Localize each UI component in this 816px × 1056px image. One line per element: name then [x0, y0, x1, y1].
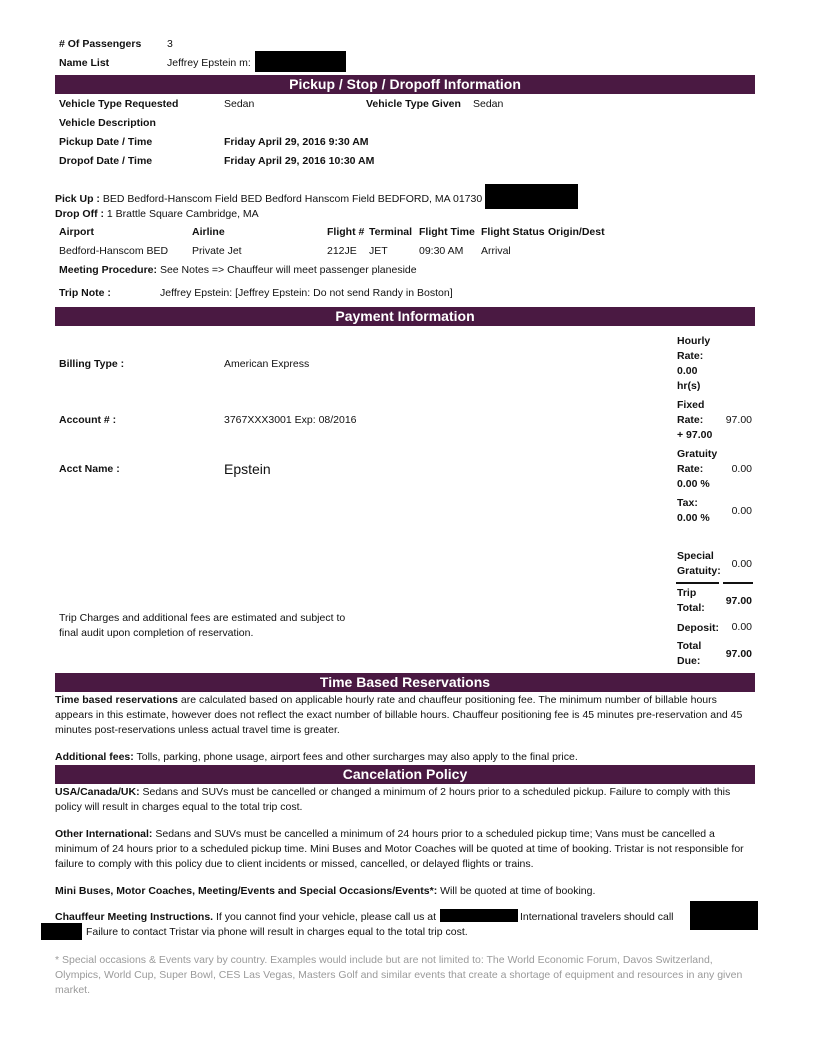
hourly-rate-label: Hourly Rate: 0.00 hr(s) [677, 335, 711, 392]
trip-note-label: Trip Note : [59, 287, 111, 299]
redaction-box [485, 184, 578, 209]
dropoff-address: 1 Brattle Square Cambridge, MA [106, 208, 259, 220]
dropoff-label: Drop Off : [55, 208, 104, 220]
cancelation-section-title: Cancelation Policy [55, 765, 755, 784]
pickup-label: Pick Up : [55, 193, 100, 205]
passengers-label: # Of Passengers [59, 38, 142, 50]
flight-cell-flight-number: 212JE [327, 245, 357, 257]
pickup-address: BED Bedford-Hanscom Field BED Bedford Hanscom Field BEDFORD, MA 01730 [102, 193, 483, 205]
flight-header-origin-dest: Origin/Dest [548, 226, 605, 238]
vehicle-requested-label: Vehicle Type Requested [59, 98, 179, 110]
flight-cell-flight-status: Arrival [481, 245, 511, 257]
trip-total-value: 97.00 [725, 595, 752, 607]
flight-header-airport: Airport [59, 226, 94, 238]
redaction-box [255, 51, 346, 72]
deposit-value: 0.00 [731, 621, 752, 633]
meeting-procedure-label: Meeting Procedure: [59, 264, 158, 276]
flight-header-flight-number: Flight # [327, 226, 365, 238]
tax-value: 0.00 [731, 505, 752, 517]
acct-name-label: Acct Name : [59, 463, 120, 475]
redaction-box [690, 901, 758, 930]
vehicle-given-label: Vehicle Type Given [366, 98, 461, 110]
vehicle-requested-value: Sedan [224, 98, 255, 110]
account-number-value: 3767XXX3001 Exp: 08/2016 [224, 414, 357, 426]
usa-policy-paragraph: USA/Canada/UK: Sedans and SUVs must be cancelled or changed a minimum of 2 hours prior to a scheduled pickup. Failure to comply with this policy will result in charges equal to the total trip cost. [55, 786, 731, 813]
flight-header-flight-time: Flight Time [419, 226, 475, 238]
total-due-value: 97.00 [725, 648, 752, 660]
meeting-procedure-value: See Notes => Chauffeur will meet passenger planeside [159, 264, 417, 276]
deposit-label: Deposit: [677, 622, 719, 634]
additional-fees-paragraph: Additional fees: Tolls, parking, phone usage, airport fees and other surcharges may also apply to the final price. [55, 751, 578, 763]
gratuity-rate-value: 0.00 [731, 463, 752, 475]
pickup-address-line [55, 193, 482, 205]
flight-header-flight-status: Flight Status [481, 226, 545, 238]
total-rule-left [676, 582, 719, 584]
flight-cell-terminal: JET [369, 245, 388, 257]
time-based-paragraph: Time based reservations are calculated based on applicable hourly rate and chauffeur positioning fee. The minimum number of billable hours appears in this estimate, however does not reflect the exact number of billable hours. Chauffeur positioning fee is 45 minutes pre-reservation and 45 minutes post-reservations unless actual travel time is greater. [55, 694, 743, 736]
chauffeur-instructions-line-1: Chauffeur Meeting Instructions. If you cannot find your vehicle, please call us at [55, 911, 437, 923]
flight-header-terminal: Terminal [369, 226, 412, 238]
mini-buses-paragraph: Mini Buses, Motor Coaches, Meeting/Events and Special Occasions/Events*: Will be quoted at time of booking. [55, 885, 596, 897]
meeting-procedure-line [59, 264, 417, 276]
special-occasions-footnote: * Special occasions & Events vary by country. Examples would include but are not limited to: The World Economic Forum, Davos Switzerland, Olympics, World Cup, Super Bowl, CES Las Vegas, Masters Golf and similar events that create a shortage of equipment and resources in any given market. [55, 954, 743, 996]
passengers-value: 3 [167, 38, 173, 50]
estimate-note-line-2: final audit upon completion of reservation. [59, 627, 254, 639]
redaction-box [440, 909, 518, 922]
trip-note-value: Jeffrey Epstein: [Jeffrey Epstein: Do not send Randy in Boston] [160, 287, 453, 299]
chauffeur-instructions-international: International travelers should call [520, 911, 674, 923]
flight-cell-airline: Private Jet [192, 245, 242, 257]
acct-name-value: Epstein [224, 461, 271, 477]
gratuity-rate-label: Gratuity Rate: 0.00 % [677, 448, 718, 490]
flight-cell-flight-time: 09:30 AM [419, 245, 464, 257]
flight-cell-airport: Bedford-Hanscom BED [59, 245, 169, 257]
fixed-rate-value: 97.00 [725, 414, 752, 426]
pickup-datetime-value: Friday April 29, 2016 9:30 AM [224, 136, 369, 148]
namelist-value: Jeffrey Epstein m: [167, 57, 251, 69]
dropoff-address-line [55, 208, 259, 220]
billing-type-value: American Express [224, 358, 310, 370]
total-rule-right [723, 582, 753, 584]
trip-total-label: Trip Total: [677, 587, 705, 614]
time-based-section-title: Time Based Reservations [55, 673, 755, 692]
dropoff-datetime-label: Dropof Date / Time [59, 155, 153, 167]
billing-type-label: Billing Type : [59, 358, 125, 370]
pickup-section-title: Pickup / Stop / Dropoff Information [55, 75, 755, 94]
dropoff-datetime-value: Friday April 29, 2016 10:30 AM [224, 155, 375, 167]
pickup-datetime-label: Pickup Date / Time [59, 136, 153, 148]
vehicle-description-label: Vehicle Description [59, 117, 156, 129]
estimate-note-line-1: Trip Charges and additional fees are estimated and subject to [59, 612, 346, 624]
redaction-box [41, 923, 82, 940]
total-due-label: Total Due: [677, 640, 702, 667]
payment-section-title: Payment Information [55, 307, 755, 326]
tax-label: Tax: 0.00 % [677, 497, 710, 524]
fixed-rate-label: Fixed Rate: + 97.00 [677, 399, 713, 441]
special-gratuity-label: Special Gratuity: [677, 550, 721, 577]
special-gratuity-value: 0.00 [731, 558, 752, 570]
vehicle-given-value: Sedan [473, 98, 504, 110]
chauffeur-instructions-line-2: Failure to contact Tristar via phone will result in charges equal to the total trip cost. [86, 926, 468, 938]
account-number-label: Account # : [59, 414, 117, 426]
flight-header-airline: Airline [192, 226, 225, 238]
namelist-label: Name List [59, 57, 110, 69]
international-policy-paragraph: Other International: Sedans and SUVs must be cancelled a minimum of 24 hours prior to a scheduled pickup time; Vans must be cancelled a minimum of 24 hours prior to a scheduled pickup time. Mini Buses and Motor Coaches will be quoted at time of booking. Tristar is not responsible for failure to comply with this policy due to client incidents or missed, cancelled, or delayed flights or trains. [55, 828, 744, 870]
